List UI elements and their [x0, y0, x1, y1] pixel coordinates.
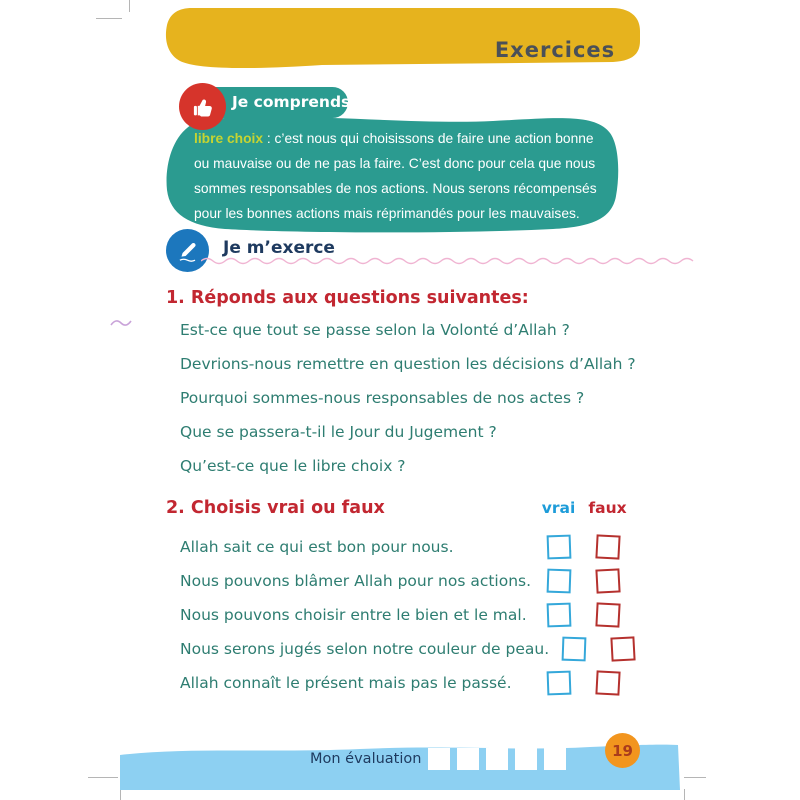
term-separator: : [263, 131, 275, 146]
column-header-vrai: vrai [541, 499, 576, 517]
page-title: Exercices [494, 38, 616, 62]
faux-checkbox[interactable] [595, 534, 620, 559]
faux-checkbox[interactable] [610, 636, 635, 661]
question-list [166, 313, 726, 483]
rating-box[interactable] [457, 748, 479, 770]
crop-mark [684, 789, 685, 800]
vrai-checkbox[interactable] [546, 535, 571, 560]
crop-mark [129, 0, 130, 12]
tilde-decoration [110, 317, 132, 329]
exercise2-section [166, 498, 632, 700]
section-title-je-mexerce: Je m’exerce [223, 238, 335, 258]
statement-row [166, 598, 632, 632]
crop-mark [120, 789, 121, 800]
rating-box[interactable] [486, 748, 508, 770]
question-item: Devrions-nous remettre en question les décisions d’Allah ? [180, 355, 636, 373]
statement-text: Allah connaît le présent mais pas le passé. [180, 674, 512, 692]
vrai-checkbox[interactable] [546, 603, 571, 628]
wavy-underline [201, 256, 701, 266]
rating-boxes [428, 748, 566, 770]
rating-box[interactable] [515, 748, 537, 770]
exercise1-title: 1. Réponds aux questions suivantes: [166, 288, 529, 308]
question-item: Que se passera-t-il le Jour du Jugement ? [180, 423, 497, 441]
statement-text: Nous pouvons choisir entre le bien et le mal. [180, 606, 527, 624]
statement-row [166, 564, 632, 598]
vrai-checkbox[interactable] [546, 569, 571, 594]
crop-mark [96, 18, 122, 19]
question-item: Qu’est-ce que le libre choix ? [180, 457, 406, 475]
exercise2-title: 2. Choisis vrai ou faux [166, 498, 385, 518]
definition-text: c’est nous qui choisissons de faire une action bonne ou mauvaise ou de ne pas la faire. C’est donc pour cela que nous sommes responsables de nos actions. Nous serons récompensés pour les bonnes actions mais réprimandés pour les mauvaises. [194, 131, 597, 221]
vrai-checkbox[interactable] [561, 637, 586, 662]
comprehension-text [194, 126, 598, 226]
statement-text: Nous serons jugés selon notre couleur de peau. [180, 640, 550, 658]
faux-checkbox[interactable] [595, 568, 620, 593]
crop-mark [88, 777, 118, 778]
thumbs-up-icon [179, 83, 226, 130]
page-number: 19 [612, 741, 633, 760]
faux-checkbox[interactable] [595, 670, 620, 695]
column-header-faux: faux [588, 499, 627, 517]
rating-box[interactable] [428, 748, 450, 770]
statement-row [166, 632, 632, 666]
rating-box[interactable] [544, 748, 566, 770]
question-item: Pourquoi sommes-nous responsables de nos actes ? [180, 389, 585, 407]
statement-row [166, 666, 632, 700]
question-item: Est-ce que tout se passe selon la Volonté d’Allah ? [180, 321, 570, 339]
je-comprends-label: Je comprends [232, 93, 351, 111]
vrai-checkbox[interactable] [546, 671, 571, 696]
faux-checkbox[interactable] [595, 602, 620, 627]
evaluation-label: Mon évaluation [310, 751, 422, 767]
crop-mark [684, 777, 706, 778]
statement-text: Allah sait ce qui est bon pour nous. [180, 538, 454, 556]
statement-text: Nous pouvons blâmer Allah pour nos actions. [180, 572, 532, 590]
statement-row [166, 530, 632, 564]
page-number-badge [605, 733, 640, 768]
term-highlight: libre choix [194, 131, 264, 146]
